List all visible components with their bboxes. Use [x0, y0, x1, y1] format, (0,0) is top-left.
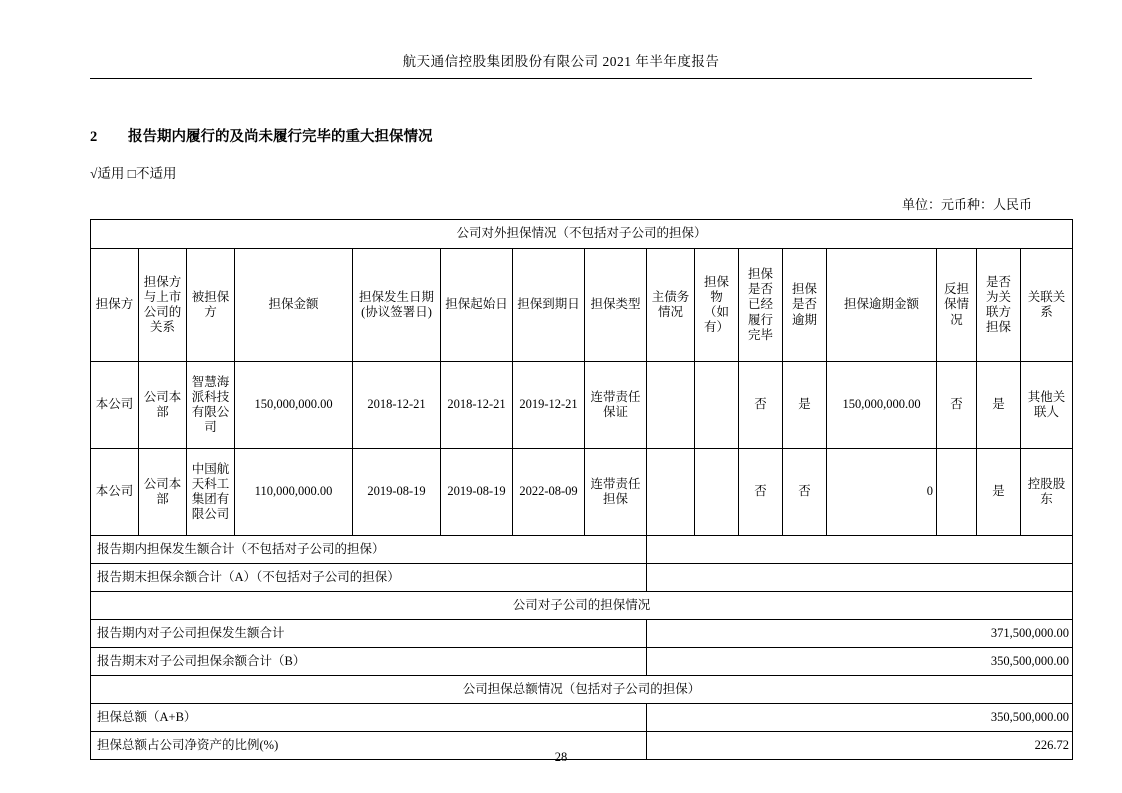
cell-relation: 公司本部 — [139, 362, 187, 449]
cell-completed: 否 — [739, 362, 783, 449]
summary-row — [91, 648, 1073, 676]
summary-value: 350,500,000.00 — [647, 704, 1073, 732]
table-caption-external-row — [91, 220, 1073, 249]
summary-row — [91, 564, 1073, 592]
col-header-counter-guarantee: 反担保情况 — [937, 249, 977, 362]
cell-guarantor: 本公司 — [91, 449, 139, 536]
cell-related-party: 是 — [977, 362, 1021, 449]
summary-label: 担保总额（A+B） — [91, 704, 647, 732]
col-header-relation: 担保方与上市公司的关系 — [139, 249, 187, 362]
summary-value: 226.72 — [647, 732, 1073, 760]
summary-label: 报告期末担保余额合计（A）（不包括对子公司的担保） — [91, 564, 647, 592]
summary-label: 担保总额占公司净资产的比例(%) — [91, 732, 647, 760]
cell-guaranteed: 智慧海派科技有限公司 — [187, 362, 235, 449]
col-header-guaranteed: 被担保方 — [187, 249, 235, 362]
summary-value — [647, 564, 1073, 592]
col-header-overdue-amount: 担保逾期金额 — [827, 249, 937, 362]
section-title-text: 报告期内履行的及尚未履行完毕的重大担保情况 — [128, 129, 433, 145]
summary-value: 371,500,000.00 — [647, 620, 1073, 648]
summary-row — [91, 536, 1073, 564]
summary-label: 报告期内对子公司担保发生额合计 — [91, 620, 647, 648]
col-header-type: 担保类型 — [585, 249, 647, 362]
cell-counter-guarantee — [937, 449, 977, 536]
table-row — [91, 362, 1073, 449]
cell-type: 连带责任担保 — [585, 449, 647, 536]
cell-occur-date: 2018-12-21 — [353, 362, 441, 449]
col-header-collateral: 担保物（如有） — [695, 249, 739, 362]
unit-line: 单位：元币种：人民币 — [901, 197, 1032, 212]
col-header-relationship: 关联关系 — [1021, 249, 1073, 362]
cell-end-date: 2022-08-09 — [513, 449, 585, 536]
summary-label: 报告期内担保发生额合计（不包括对子公司的担保） — [91, 536, 647, 564]
cell-overdue-amount: 150,000,000.00 — [827, 362, 937, 449]
cell-overdue: 否 — [783, 449, 827, 536]
cell-relationship: 其他关联人 — [1021, 362, 1073, 449]
cell-main-debt — [647, 362, 695, 449]
cell-collateral — [695, 449, 739, 536]
header-divider — [90, 78, 1032, 79]
applicability-line: √适用 □不适用 — [90, 166, 177, 181]
cell-relationship: 控股股东 — [1021, 449, 1073, 536]
section-heading — [90, 125, 1032, 146]
col-header-occur-date: 担保发生日期(协议签署日) — [353, 249, 441, 362]
cell-overdue: 是 — [783, 362, 827, 449]
col-header-related-party: 是否为关联方担保 — [977, 249, 1021, 362]
summary-value — [647, 536, 1073, 564]
cell-type: 连带责任保证 — [585, 362, 647, 449]
table-header-row — [91, 249, 1073, 362]
summary-value: 350,500,000.00 — [647, 648, 1073, 676]
summary-label: 报告期末对子公司担保余额合计（B） — [91, 648, 647, 676]
cell-completed: 否 — [739, 449, 783, 536]
col-header-amount: 担保金额 — [235, 249, 353, 362]
table-caption-external: 公司对外担保情况（不包括对子公司的担保） — [91, 220, 1073, 249]
cell-end-date: 2019-12-21 — [513, 362, 585, 449]
col-header-main-debt: 主债务情况 — [647, 249, 695, 362]
table-caption-subsidiary: 公司对子公司的担保情况 — [91, 592, 1073, 620]
col-header-start-date: 担保起始日 — [441, 249, 513, 362]
cell-main-debt — [647, 449, 695, 536]
section-number: 2 — [90, 129, 98, 145]
table-row — [91, 449, 1073, 536]
cell-guaranteed: 中国航天科工集团有限公司 — [187, 449, 235, 536]
page-number: 28 — [554, 750, 568, 764]
cell-occur-date: 2019-08-19 — [353, 449, 441, 536]
col-header-overdue: 担保是否逾期 — [783, 249, 827, 362]
cell-collateral — [695, 362, 739, 449]
col-header-completed: 担保是否已经履行完毕 — [739, 249, 783, 362]
summary-row — [91, 704, 1073, 732]
table-caption-total-row — [91, 676, 1073, 704]
cell-related-party: 是 — [977, 449, 1021, 536]
cell-start-date: 2018-12-21 — [441, 362, 513, 449]
guarantee-table — [90, 219, 1073, 760]
running-title: 航天通信控股集团股份有限公司 2021 年半年度报告 — [402, 54, 720, 69]
page-header — [90, 0, 1032, 79]
summary-row — [91, 620, 1073, 648]
col-header-guarantor: 担保方 — [91, 249, 139, 362]
cell-counter-guarantee: 否 — [937, 362, 977, 449]
table-caption-subsidiary-row — [91, 592, 1073, 620]
cell-amount: 150,000,000.00 — [235, 362, 353, 449]
cell-relation: 公司本部 — [139, 449, 187, 536]
cell-overdue-amount: 0 — [827, 449, 937, 536]
cell-start-date: 2019-08-19 — [441, 449, 513, 536]
cell-amount: 110,000,000.00 — [235, 449, 353, 536]
table-caption-total: 公司担保总额情况（包括对子公司的担保） — [91, 676, 1073, 704]
col-header-end-date: 担保到期日 — [513, 249, 585, 362]
cell-guarantor: 本公司 — [91, 362, 139, 449]
